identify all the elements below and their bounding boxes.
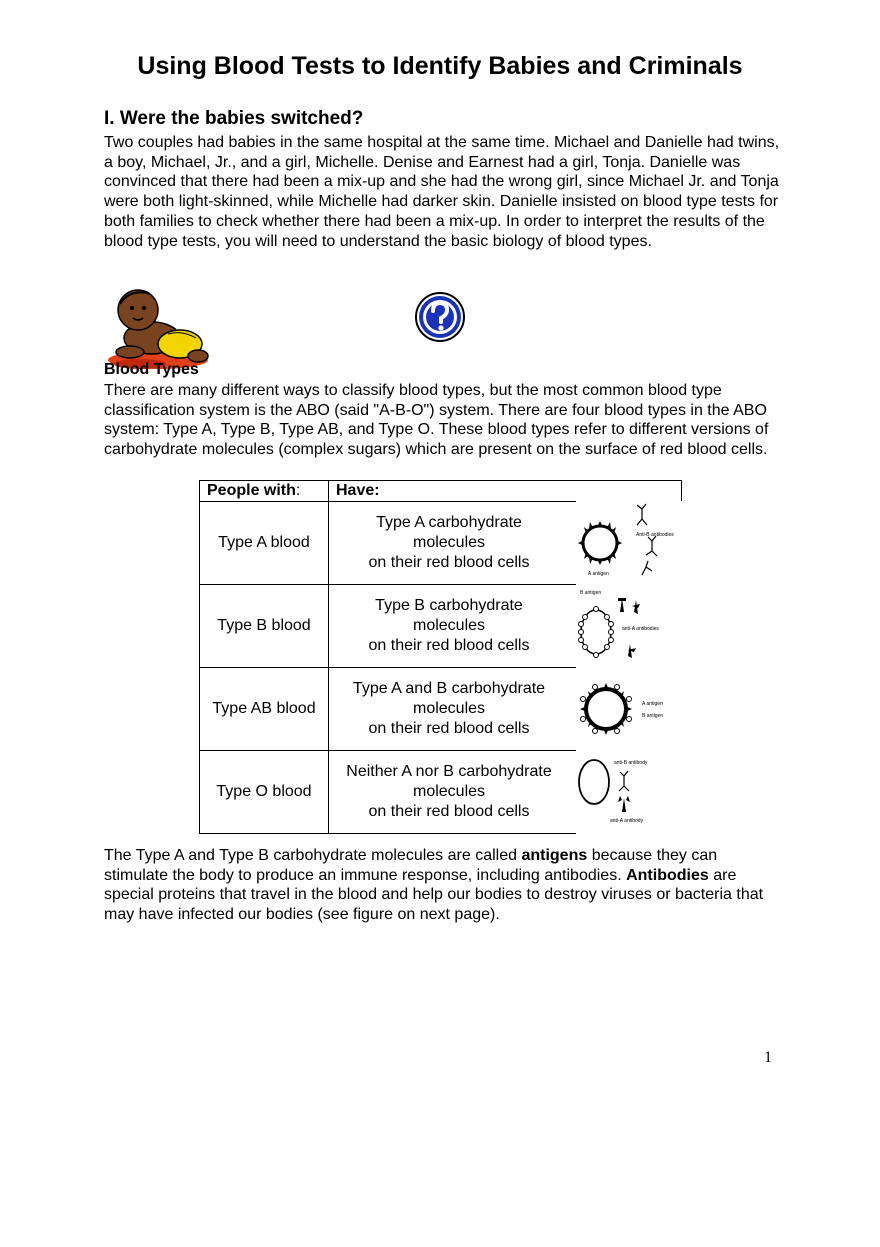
term-antigens: antigens xyxy=(521,847,588,864)
desc-line2: molecules xyxy=(412,534,486,551)
desc-line2: molecules xyxy=(412,783,486,800)
blood-type-table xyxy=(199,480,682,834)
antigen-description-cell xyxy=(329,751,682,834)
desc-line2: molecules xyxy=(412,617,486,634)
type-a-cell-figure xyxy=(576,501,682,585)
svg-text:anti-B antibody: anti-B antibody xyxy=(614,760,648,766)
closing-paragraph: The Type A and Type B carbohydrate molecules are called antigens because they can stimulate the body to produce an immune response, including antibodies. Antibodies are special proteins that travel in the blood and help our bodies to destroy viruses or bacteria that may have infected our bodies (see figure on next page). xyxy=(104,847,764,924)
table-row-type-ab xyxy=(200,668,682,751)
svg-text:anti-A antibodies: anti-A antibodies xyxy=(622,626,659,632)
desc-line2: molecules xyxy=(412,700,486,717)
section-heading: I. Were the babies switched? xyxy=(104,108,364,129)
desc-line1: Type A and B carbohydrate xyxy=(352,680,546,697)
svg-text:B antigen: B antigen xyxy=(642,713,664,719)
desc-line3: on their red blood cells xyxy=(368,720,530,737)
antigen-description-cell xyxy=(329,502,682,585)
desc-line3: on their red blood cells xyxy=(368,554,530,571)
table-row-type-a xyxy=(200,502,682,585)
blood-type-cell: Type B blood xyxy=(200,585,329,668)
svg-text:A antigen: A antigen xyxy=(588,571,609,577)
table-row-type-b xyxy=(200,585,682,668)
type-b-cell-figure xyxy=(576,584,682,668)
document-title: Using Blood Tests to Identify Babies and Criminals xyxy=(137,52,743,80)
blood-type-cell: Type O blood xyxy=(200,751,329,834)
antigen-description-cell xyxy=(329,668,682,751)
blood-types-paragraph: There are many different ways to classify blood types, but the most common blood type classification system is the ABO (said "A-B-O") system. There are four blood types in the ABO system: Type A, Type B, Type AB, and Type O. These blood types refer to different versions of carbohydrate molecules (complex sugars) which are present on the surface of red blood cells. xyxy=(104,382,769,459)
svg-text:Anti-B antibodies: Anti-B antibodies xyxy=(636,532,674,538)
blood-type-cell: Type AB blood xyxy=(200,668,329,751)
desc-line1: Neither A nor B carbohydrate xyxy=(346,763,552,780)
type-ab-cell-figure xyxy=(576,667,682,751)
term-antibodies: Antibodies xyxy=(626,866,709,884)
svg-text:A antigen: A antigen xyxy=(642,701,663,707)
question-mark-icon xyxy=(413,290,467,344)
type-o-cell-figure xyxy=(576,750,682,834)
desc-line1: Type B carbohydrate xyxy=(375,597,523,614)
desc-line1: Type A carbohydrate xyxy=(376,514,522,531)
page-number: 1 xyxy=(764,1049,772,1066)
baby-clipart xyxy=(100,286,212,370)
table-header-row xyxy=(200,481,682,502)
table-row-type-o xyxy=(200,751,682,834)
header-people-with: People with: xyxy=(200,481,329,502)
blood-type-cell: Type A blood xyxy=(200,502,329,585)
intro-paragraph: Two couples had babies in the same hospital at the same time. Michael and Danielle had twins, a boy, Michael, Jr., and a girl, Michelle. Denise and Earnest had a girl, Tonja. Danielle was convinced that there had been a mix-up and she had the wrong girl, since Michael Jr. and Tonja were both light-skinned, while Michelle had darker skin. Danielle insisted on blood type tests for both families to check whether there had been a mix-up. In order to interpret the results of the blood type tests, you will need to understand the basic biology of blood types. xyxy=(104,134,780,250)
blood-types-heading: Blood Types xyxy=(104,361,199,378)
desc-line3: on their red blood cells xyxy=(368,637,530,654)
header-have: Have: xyxy=(329,481,682,502)
antigen-description-cell xyxy=(329,585,682,668)
svg-text:B antigen: B antigen xyxy=(580,590,602,596)
desc-line3: on their red blood cells xyxy=(368,803,530,820)
svg-text:anti-A antibody: anti-A antibody xyxy=(610,818,644,824)
